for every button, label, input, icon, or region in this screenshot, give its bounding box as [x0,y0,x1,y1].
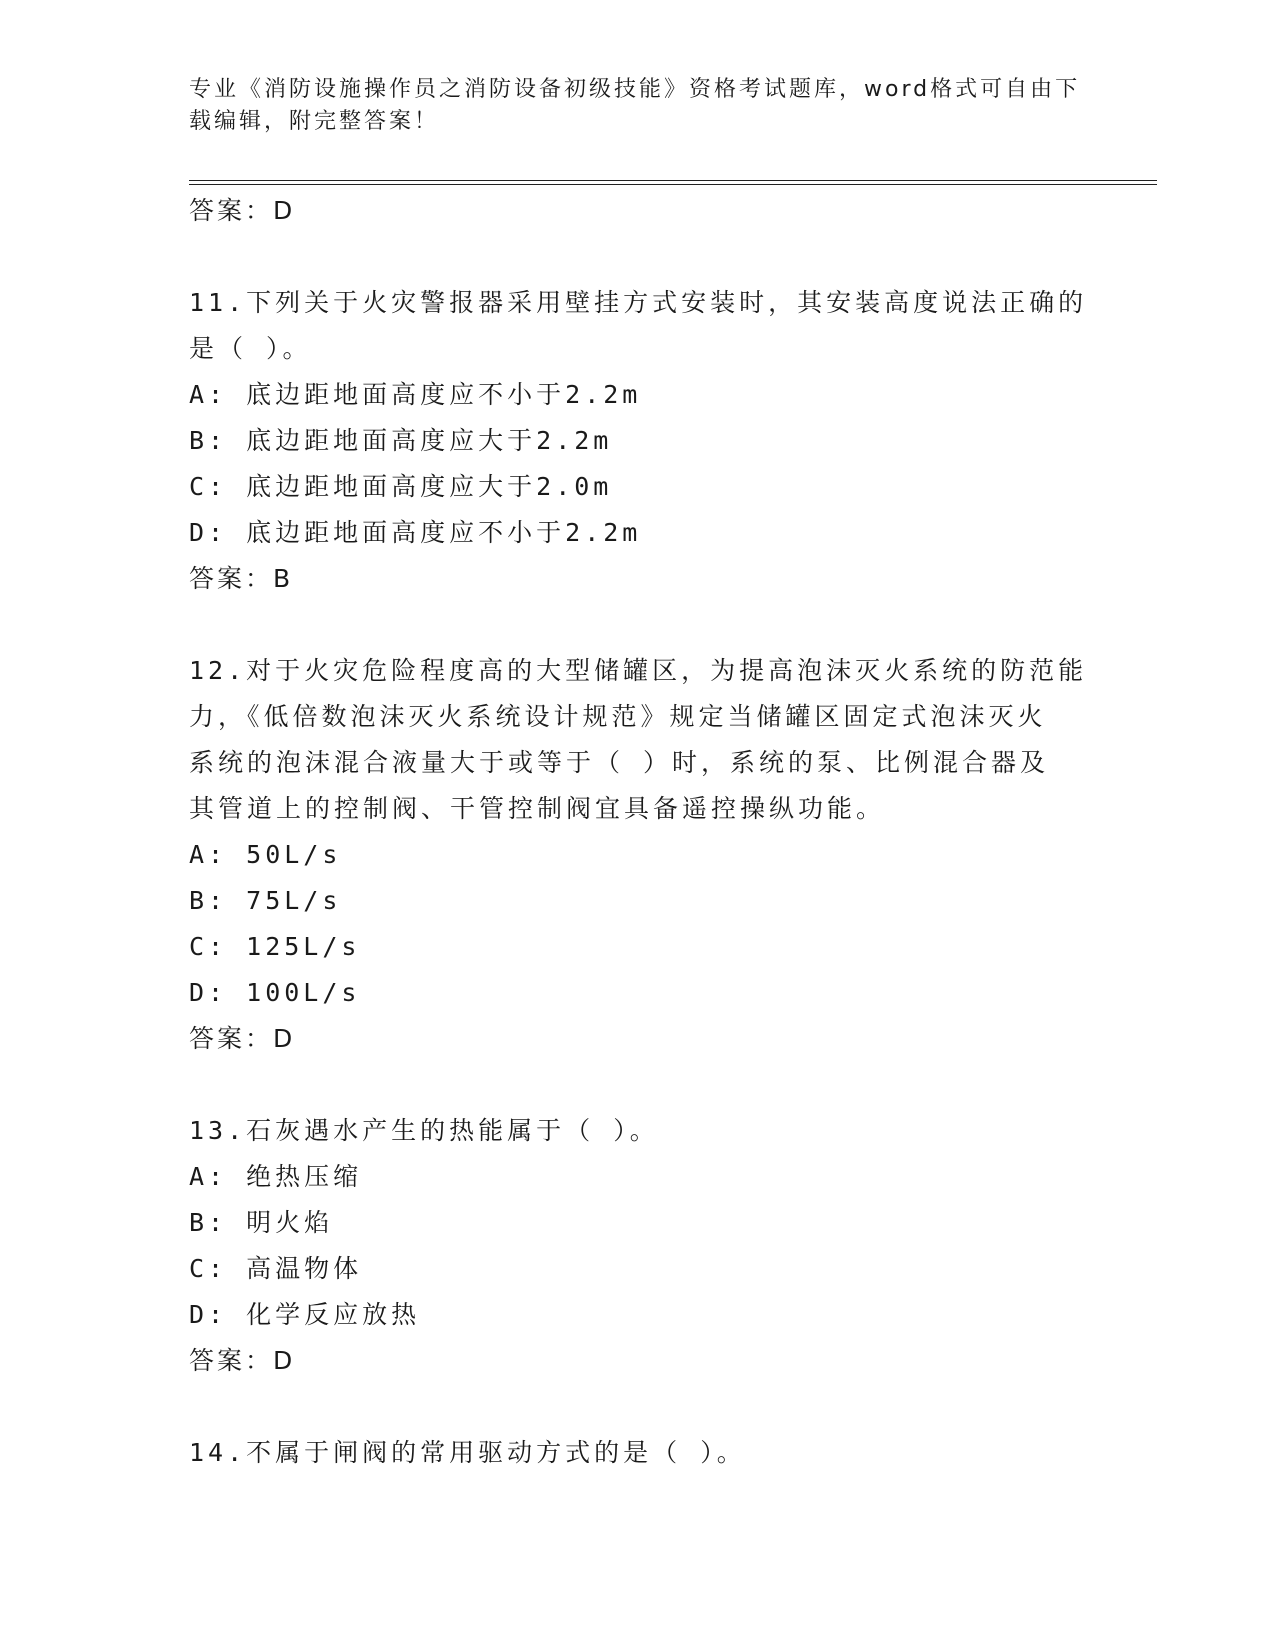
header-divider-top [189,180,1157,181]
question-stem-line: 11.下列关于火灾警报器采用壁挂方式安装时，其安装高度说法正确的 [189,288,1088,317]
question-block [189,1430,1089,1476]
question-block [189,280,1089,602]
option-c: C: 底边距地面高度应大于2.0m [189,472,613,501]
question-stem-line: 13.石灰遇水产生的热能属于（ ）。 [189,1116,659,1145]
answer-line: 答案：B [189,564,294,593]
answer-line: 答案：D [189,1024,296,1053]
option-b: B: 底边距地面高度应大于2.2m [189,426,613,455]
question-stem-line: 14.不属于闸阀的常用驱动方式的是（ ）。 [189,1438,746,1467]
document-header: 专业《消防设施操作员之消防设备初级技能》资格考试题库，word格式可自由下载编辑，附完整答案！ [189,77,1081,134]
option-b: B: 明火焰 [189,1208,334,1237]
option-d: D: 100L/s [189,978,361,1007]
question-stem-line: 系统的泡沫混合液量大于或等于（ ）时，系统的泵、比例混合器及 [189,748,1050,777]
question-stem-line: 力，《低倍数泡沫灭火系统设计规范》规定当储罐区固定式泡沫灭火 [189,702,1047,731]
question-stem-line: 是（ ）。 [189,334,312,363]
option-b: B: 75L/s [189,886,342,915]
option-a: A: 底边距地面高度应不小于2.2m [189,380,642,409]
question-stem-line: 12.对于火灾危险程度高的大型储罐区，为提高泡沫灭火系统的防范能 [189,656,1088,685]
option-a: A: 绝热压缩 [189,1162,363,1191]
option-c: C: 125L/s [189,932,361,961]
question-block [189,648,1089,1062]
question-stem-line: 其管道上的控制阀、干管控制阀宜具备遥控操纵功能。 [189,794,886,823]
option-d: D: 化学反应放热 [189,1300,421,1329]
option-c: C: 高温物体 [189,1254,363,1283]
answer-line: 答案：D [189,1346,296,1375]
answer-line: 答案：D [189,196,296,225]
question-block [189,1108,1089,1384]
option-a: A: 50L/s [189,840,342,869]
header-divider-bottom [189,184,1157,185]
question-list [189,188,1089,1476]
option-d: D: 底边距地面高度应不小于2.2m [189,518,642,547]
